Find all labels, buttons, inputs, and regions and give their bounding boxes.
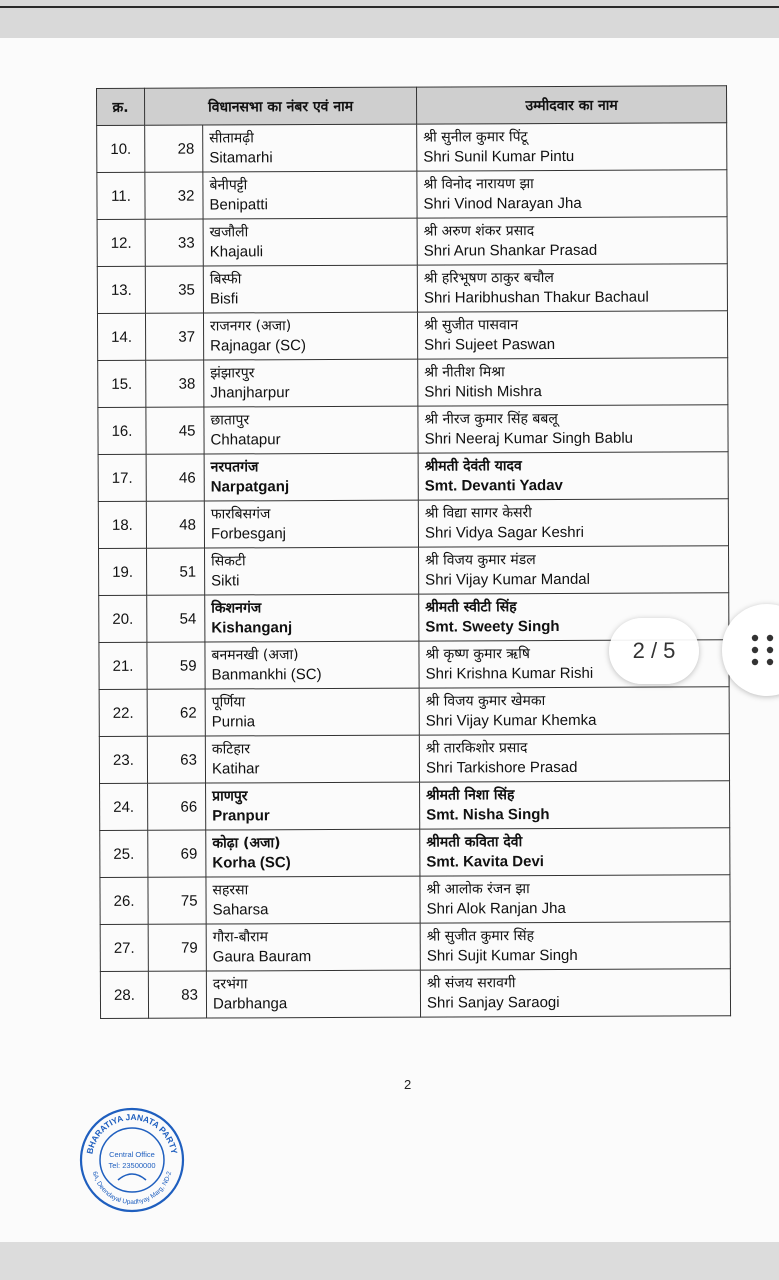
constituency-number: 37 (145, 313, 203, 360)
candidate-name (417, 264, 727, 312)
svg-text:6A, Deendayal Upadhyay Marg, N: 6A, Deendayal Upadhyay Marg, ND-2 (90, 1170, 174, 1207)
candidate-name-english: Shri Sujeet Paswan (424, 335, 556, 354)
constituency-name (203, 171, 417, 219)
table-row (97, 311, 727, 361)
constituency-name (204, 359, 418, 407)
constituency-name (206, 923, 420, 971)
constituency-name-hindi: सिकटी (211, 553, 246, 570)
party-seal (78, 1106, 186, 1214)
constituency-name-english: Khajauli (209, 243, 264, 261)
constituency-name-hindi: झंझारपुर (210, 365, 255, 382)
table-header-row (97, 86, 727, 126)
dots-grid-icon (750, 634, 778, 666)
constituency-name-hindi: बिस्फी (209, 271, 242, 288)
candidate-name-english: Shri Nitish Mishra (424, 383, 542, 401)
constituency-number: 32 (145, 172, 203, 219)
serial-number: 23. (99, 736, 147, 783)
candidate-name-english: Shri Neeraj Kumar Singh Bablu (424, 429, 634, 448)
constituency-number: 33 (145, 219, 203, 266)
candidate-name-hindi: श्री अरुण शंकर प्रसाद (423, 223, 535, 240)
constituency-name-hindi: छातापुर (210, 412, 250, 429)
candidate-name-hindi: श्री सुनील कुमार पिंटू (423, 129, 528, 146)
serial-number: 14. (97, 313, 145, 360)
constituency-number: 69 (148, 830, 206, 877)
constituency-number: 46 (146, 454, 204, 501)
table-row (99, 734, 729, 784)
constituency-number: 66 (148, 783, 206, 830)
table-row (98, 358, 728, 408)
constituency-name-hindi: नरपतगंज (210, 459, 259, 476)
candidate-name-hindi: श्री नीतीश मिश्रा (424, 364, 505, 381)
constituency-name-hindi: बेनीपट्टी (209, 177, 248, 194)
candidate-name-english: Shri Vijay Kumar Khemka (425, 711, 597, 730)
candidate-name (417, 123, 727, 171)
constituency-name-english: Rajnagar (SC) (210, 337, 307, 355)
candidate-name-english: Shri Sanjay Saraogi (426, 993, 560, 1012)
table-row (100, 781, 730, 831)
candidate-name-hindi: श्री हरिभूषण ठाकुर बचौल (423, 270, 554, 287)
header-candidate: उम्मीदवार का नाम (417, 86, 727, 124)
candidate-name-hindi: श्रीमती स्वीटी सिंह (425, 599, 517, 616)
constituency-name-hindi: किशनगंज (211, 600, 262, 617)
constituency-name (205, 547, 419, 595)
candidate-name-hindi: श्री सुजीत पासवान (424, 317, 519, 334)
candidate-name-hindi: श्री विजय कुमार खेमका (425, 693, 546, 710)
candidate-name (418, 358, 728, 406)
candidate-name-english: Shri Krishna Kumar Rishi (425, 664, 594, 683)
candidate-name (419, 546, 729, 594)
candidate-name-hindi: श्री कृष्ण कुमार ऋषि (425, 646, 530, 663)
candidate-name-hindi: श्री संजय सरावगी (426, 975, 516, 992)
constituency-name-hindi: पूर्णिया (211, 694, 246, 711)
serial-number: 24. (100, 783, 148, 830)
serial-number: 10. (97, 125, 145, 172)
candidate-name-english: Shri Haribhushan Thakur Bachaul (423, 288, 649, 307)
table-row (100, 922, 730, 972)
page-indicator (609, 618, 699, 684)
constituency-name-english: Korha (SC) (212, 854, 291, 872)
constituency-number: 54 (147, 595, 205, 642)
table-row (98, 452, 728, 502)
page-number: 2 (404, 1077, 412, 1092)
candidate-name (420, 781, 730, 829)
serial-number: 27. (100, 924, 148, 971)
constituency-name-english: Banmankhi (SC) (211, 666, 322, 684)
constituency-name-english: Narpatganj (210, 478, 290, 496)
constituency-name (203, 312, 417, 360)
serial-number: 25. (100, 830, 148, 877)
page-indicator-text: 2 / 5 (632, 638, 676, 663)
constituency-number: 62 (147, 689, 205, 736)
constituency-name-english: Saharsa (212, 901, 269, 919)
constituency-name (205, 641, 419, 689)
serial-number: 20. (99, 595, 147, 642)
constituency-name-hindi: फारबिसगंज (210, 506, 271, 523)
candidate-name-hindi: श्री तारकिशोर प्रसाद (425, 740, 528, 757)
table-row (99, 546, 729, 596)
table-row (97, 123, 727, 173)
table-row (98, 405, 728, 455)
constituency-name-hindi: दरभंगा (212, 976, 248, 993)
candidate-name-hindi: श्री विजय कुमार मंडल (425, 552, 536, 569)
constituency-name (206, 876, 420, 924)
constituency-number: 83 (148, 971, 206, 1018)
constituency-name-english: Forbesganj (210, 525, 287, 543)
header-sn: क्र. (97, 88, 145, 125)
constituency-name-english: Chhatapur (210, 431, 281, 449)
candidate-name (417, 217, 727, 265)
candidate-name-english: Smt. Devanti Yadav (424, 476, 563, 495)
table-row (99, 687, 729, 737)
table-row (100, 875, 730, 925)
constituency-name-english: Katihar (211, 760, 260, 778)
constituency-name (205, 594, 419, 642)
candidate-name (417, 311, 727, 359)
serial-number: 16. (98, 407, 146, 454)
constituency-name-english: Sitamarhi (209, 149, 273, 167)
constituency-name-english: Pranpur (212, 807, 270, 825)
constituency-number: 35 (145, 266, 203, 313)
candidate-name (417, 170, 727, 218)
candidate-name (419, 734, 729, 782)
constituency-name-hindi: बनमनखी (अजा) (211, 647, 299, 664)
serial-number: 17. (98, 454, 146, 501)
candidate-name-hindi: श्री विनोद नारायण झा (423, 176, 534, 193)
table-row (98, 499, 728, 549)
candidate-table (96, 85, 731, 1019)
serial-number: 15. (98, 360, 146, 407)
candidate-name (419, 687, 729, 735)
constituency-name-english: Sikti (211, 572, 240, 590)
candidate-name (418, 499, 728, 547)
candidate-name (420, 875, 730, 923)
candidate-name (420, 828, 730, 876)
constituency-name-english: Benipatti (209, 196, 268, 214)
serial-number: 26. (100, 877, 148, 924)
constituency-name-hindi: खजौली (209, 224, 249, 241)
serial-number: 13. (97, 266, 145, 313)
svg-text:BHARATIYA JANATA PARTY: BHARATIYA JANATA PARTY (84, 1111, 180, 1155)
constituency-name (206, 782, 420, 830)
serial-number: 21. (99, 642, 147, 689)
constituency-number: 79 (148, 924, 206, 971)
constituency-name-english: Gaura Bauram (212, 948, 312, 966)
constituency-name (203, 218, 417, 266)
constituency-name-hindi: सहरसा (212, 882, 249, 899)
candidate-name-english: Shri Vinod Narayan Jha (423, 194, 582, 213)
top-divider (0, 6, 779, 8)
candidate-name-english: Shri Vijay Kumar Mandal (425, 570, 590, 589)
svg-text:Central Office: Central Office (109, 1150, 155, 1159)
candidate-name-english: Shri Tarkishore Prasad (425, 758, 578, 777)
candidate-name-hindi: श्री आलोक रंजन झा (426, 881, 530, 898)
constituency-name-english: Bisfi (209, 290, 239, 308)
constituency-number: 51 (147, 548, 205, 595)
serial-number: 28. (100, 971, 148, 1018)
constituency-name (204, 453, 418, 501)
svg-text:Tel: 23500000: Tel: 23500000 (108, 1161, 156, 1170)
constituency-number: 28 (145, 125, 203, 172)
constituency-number: 38 (146, 360, 204, 407)
constituency-name-english: Purnia (211, 713, 256, 731)
candidate-name-hindi: श्रीमती देवंती यादव (424, 458, 522, 475)
candidate-name-english: Shri Sunil Kumar Pintu (423, 147, 575, 166)
constituency-name-hindi: सीतामढ़ी (209, 130, 254, 147)
constituency-name (204, 406, 418, 454)
constituency-name-english: Kishanganj (211, 619, 293, 637)
serial-number: 11. (97, 172, 145, 219)
serial-number: 12. (97, 219, 145, 266)
constituency-number: 59 (147, 642, 205, 689)
constituency-name (206, 970, 420, 1018)
candidate-name-hindi: श्रीमती कविता देवी (426, 834, 523, 851)
constituency-name-hindi: कटिहार (211, 741, 251, 758)
candidate-name-english: Shri Arun Shankar Prasad (423, 241, 598, 260)
table-row (97, 264, 727, 314)
constituency-name-hindi: राजनगर (अजा) (210, 318, 292, 335)
header-constituency: विधानसभा का नंबर एवं नाम (145, 87, 417, 125)
candidate-name-english: Shri Alok Ranjan Jha (426, 899, 566, 918)
candidate-name-hindi: श्री नीरज कुमार सिंह बबलू (424, 410, 558, 428)
constituency-name-hindi: कोढ़ा (अजा) (212, 835, 281, 852)
constituency-name (205, 688, 419, 736)
table-row (97, 217, 727, 267)
candidate-name-english: Shri Vidya Sagar Keshri (424, 523, 584, 542)
candidate-name (420, 922, 730, 970)
candidate-name-hindi: श्री सुजीत कुमार सिंह (426, 928, 535, 945)
constituency-name (203, 124, 417, 172)
candidate-name (418, 452, 728, 500)
constituency-number: 48 (146, 501, 204, 548)
candidate-name (420, 969, 730, 1017)
constituency-name-english: Jhanjharpur (210, 384, 290, 402)
constituency-name (204, 500, 418, 548)
serial-number: 22. (99, 689, 147, 736)
table-row (100, 969, 730, 1019)
constituency-number: 75 (148, 877, 206, 924)
constituency-name (205, 735, 419, 783)
constituency-name-hindi: प्राणपुर (212, 788, 248, 805)
candidate-name-english: Smt. Kavita Devi (426, 853, 544, 871)
candidate-name-english: Smt. Sweety Singh (425, 617, 560, 636)
constituency-number: 63 (147, 736, 205, 783)
serial-number: 18. (98, 501, 146, 548)
constituency-name (206, 829, 420, 877)
candidate-name-english: Smt. Nisha Singh (426, 806, 550, 824)
candidate-name-english: Shri Sujit Kumar Singh (426, 946, 578, 965)
candidate-name (418, 405, 728, 453)
table-row (100, 828, 730, 878)
bottom-bar (0, 1242, 779, 1280)
candidate-name-hindi: श्री विद्या सागर केसरी (424, 505, 532, 522)
constituency-name-hindi: गौरा-बौराम (212, 929, 269, 946)
serial-number: 19. (99, 548, 147, 595)
constituency-name (203, 265, 417, 313)
constituency-number: 45 (146, 407, 204, 454)
constituency-name-english: Darbhanga (212, 995, 288, 1013)
candidate-name-hindi: श्रीमती निशा सिंह (426, 787, 515, 804)
table-row (97, 170, 727, 220)
